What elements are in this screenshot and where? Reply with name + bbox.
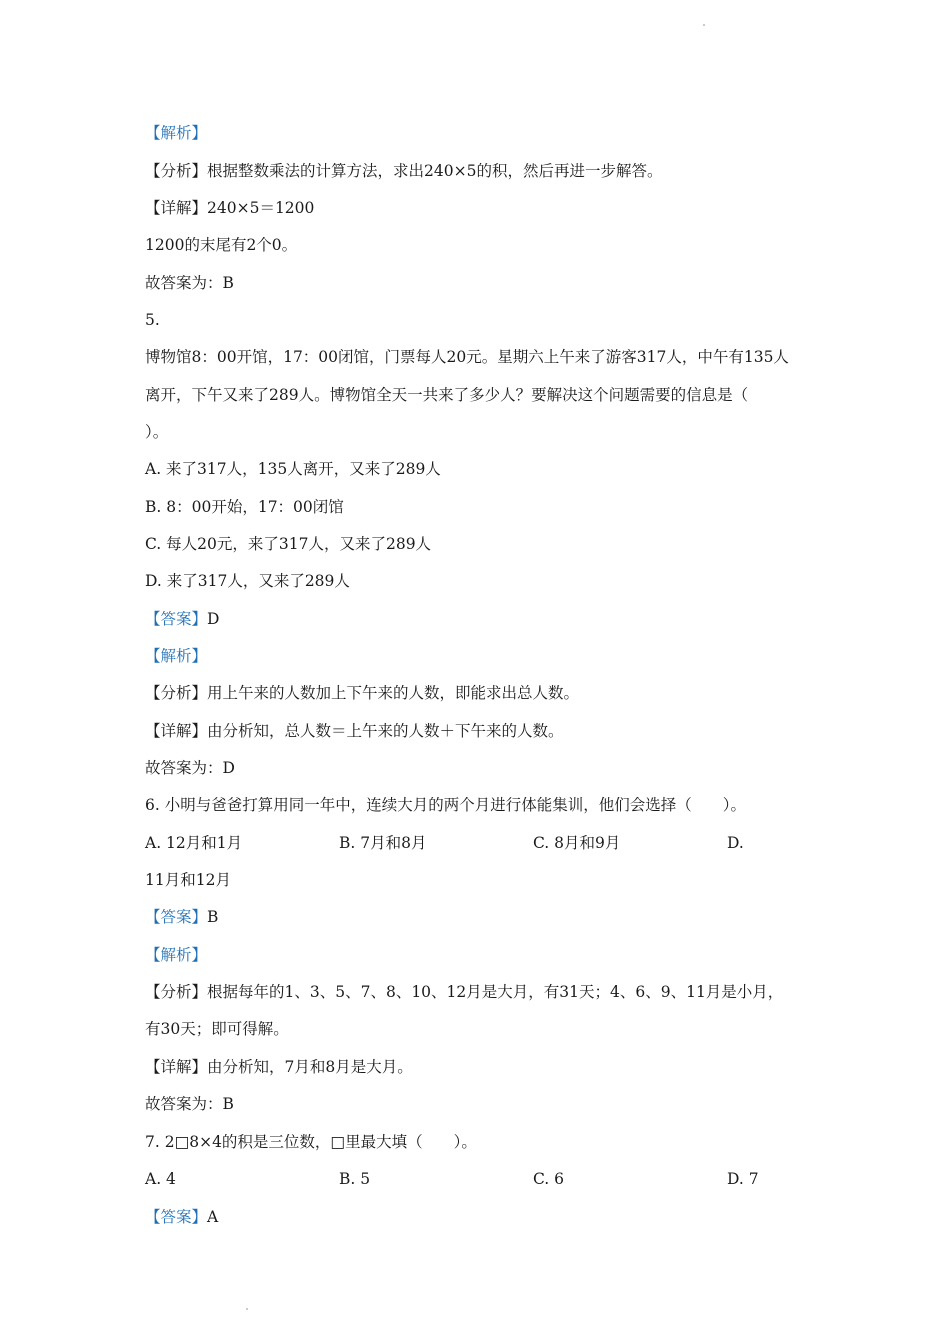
scan-dot bbox=[246, 1308, 248, 1310]
jiexi-heading: 【解析】 bbox=[145, 647, 208, 665]
option-c: C. 6 bbox=[533, 1170, 565, 1188]
option-c: C. 每人20元，来了317人，又来了289人 bbox=[145, 535, 432, 553]
option-c: C. 8月和9月 bbox=[533, 834, 621, 852]
detail-line: 【详解】由分析知，总人数＝上午来的人数＋下午来的人数。 bbox=[145, 722, 564, 740]
option-b: B. 5 bbox=[339, 1170, 371, 1188]
conclusion-line: 故答案为：B bbox=[145, 274, 234, 292]
conclusion-line: 故答案为：D bbox=[145, 759, 235, 777]
detail-text: 1200的末尾有2个0。 bbox=[145, 236, 298, 254]
conclusion-line: 故答案为：B bbox=[145, 1095, 234, 1113]
answer-line: 【答案】B bbox=[145, 908, 219, 926]
question-stem: 离开，下午又来了289人。博物馆全天一共来了多少人？要解决这个问题需要的信息是（ bbox=[145, 386, 749, 404]
detail-line: 【详解】由分析知，7月和8月是大月。 bbox=[145, 1058, 413, 1076]
answer-line: 【答案】A bbox=[145, 1208, 219, 1226]
option-d: D. 7 bbox=[727, 1170, 759, 1188]
question-stem: 7. 2□8×4的积是三位数，□里最大填（ ）。 bbox=[145, 1133, 477, 1151]
option-d: D. bbox=[727, 834, 744, 852]
analysis-line: 【分析】根据每年的1、3、5、7、8、10、12月是大月，有31天；4、6、9、11月是小月， bbox=[145, 983, 784, 1001]
answer-line: 【答案】D bbox=[145, 610, 220, 628]
question-stem: 6. 小明与爸爸打算用同一年中，连续大月的两个月进行体能集训，他们会选择（ ）。 bbox=[145, 796, 746, 814]
option-b: B. 7月和8月 bbox=[339, 834, 427, 852]
option-b: B. 8：00开始，17：00闭馆 bbox=[145, 498, 344, 516]
detail-line: 【详解】240×5＝1200 bbox=[145, 199, 315, 217]
option-d-continued: 11月和12月 bbox=[145, 871, 231, 889]
option-a: A. 12月和1月 bbox=[145, 834, 243, 852]
jiexi-heading: 【解析】 bbox=[145, 124, 208, 142]
option-a: A. 来了317人，135人离开，又来了289人 bbox=[145, 460, 441, 478]
question-number: 5. bbox=[145, 311, 160, 329]
analysis-line: 【分析】用上午来的人数加上下午来的人数，即能求出总人数。 bbox=[145, 684, 580, 702]
analysis-line: 有30天；即可得解。 bbox=[145, 1020, 289, 1038]
scan-dot bbox=[703, 24, 705, 26]
question-stem: 博物馆8：00开馆，17：00闭馆，门票每人20元。星期六上午来了游客317人，中午有135人 bbox=[145, 348, 789, 366]
jiexi-heading: 【解析】 bbox=[145, 946, 208, 964]
question-stem: ）。 bbox=[145, 423, 169, 441]
option-a: A. 4 bbox=[145, 1170, 176, 1188]
option-d: D. 来了317人，又来了289人 bbox=[145, 572, 350, 590]
analysis-line: 【分析】根据整数乘法的计算方法，求出240×5的积，然后再进一步解答。 bbox=[145, 162, 663, 180]
